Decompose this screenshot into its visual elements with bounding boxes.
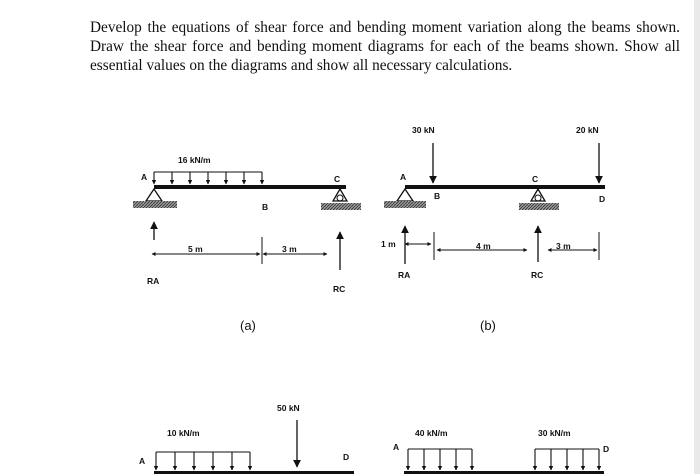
beam-b-body: [405, 185, 605, 189]
beam-a-point-c: C: [334, 174, 341, 184]
beam-b-pin-support: [384, 189, 426, 208]
beam-a-udl: [154, 172, 262, 184]
beam-b-roller-support: [519, 189, 559, 210]
beam-a-dimensions: [152, 237, 327, 264]
beam-d-udl-1-label: 40 kN/m: [415, 428, 448, 438]
beam-c-point-load-label: 50 kN: [277, 403, 300, 413]
beam-a-diagram: [133, 155, 361, 333]
beam-a-reaction-a-label: RA: [147, 276, 160, 286]
beam-c-udl-label: 10 kN/m: [167, 428, 200, 438]
beam-d-udl-1: [408, 449, 472, 470]
beam-b-load-2-label: 20 kN: [576, 125, 599, 135]
beam-c-udl: [156, 452, 250, 470]
beam-b-point-a: A: [400, 172, 407, 182]
beam-a-body: [154, 185, 346, 189]
beam-a-load-label: 16 kN/m: [178, 155, 211, 165]
beam-d-diagram: [393, 428, 609, 474]
beam-b-point-d: D: [599, 194, 606, 204]
beam-a-point-b: B: [262, 202, 269, 212]
problem-statement: Develop the equations of shear force and bending moment variation along the beams shown. Draw the shear force and bending moment diagrams for each of the beams shown. Show all essential values on the diagrams and show all necessary calculations.: [90, 19, 680, 74]
beam-b-reaction-c-label: RC: [531, 270, 544, 280]
beam-d-point-d: D: [603, 444, 610, 454]
beam-c-point-a: A: [139, 456, 146, 466]
page-edge: [694, 0, 700, 474]
beam-c-point-d: D: [343, 452, 350, 462]
beam-a-span-1: 5 m: [188, 244, 203, 254]
beam-b-span-2: 4 m: [476, 241, 491, 251]
beam-b-load-1-label: 30 kN: [412, 125, 435, 135]
beam-a-reaction-c-label: RC: [333, 284, 346, 294]
beam-d-point-a: A: [393, 442, 400, 452]
beam-a-point-a: A: [141, 172, 148, 182]
beam-a-caption: (a): [240, 318, 256, 333]
beam-b-point-c: C: [532, 174, 539, 184]
beam-b-span-1: 1 m: [381, 239, 396, 249]
beam-b-caption: (b): [480, 318, 496, 333]
beam-d-udl-2-label: 30 kN/m: [538, 428, 571, 438]
beam-c-diagram: [139, 403, 354, 474]
beam-b-reaction-a-label: RA: [398, 270, 411, 280]
beam-a-pin-support: [133, 189, 177, 208]
beam-a-roller-support: [321, 189, 361, 210]
beam-a-span-2: 3 m: [282, 244, 297, 254]
beam-b-span-3: 3 m: [556, 241, 571, 251]
beam-b-point-b: B: [434, 191, 441, 201]
beam-b-diagram: [381, 125, 605, 333]
beam-d-udl-2: [535, 449, 599, 470]
